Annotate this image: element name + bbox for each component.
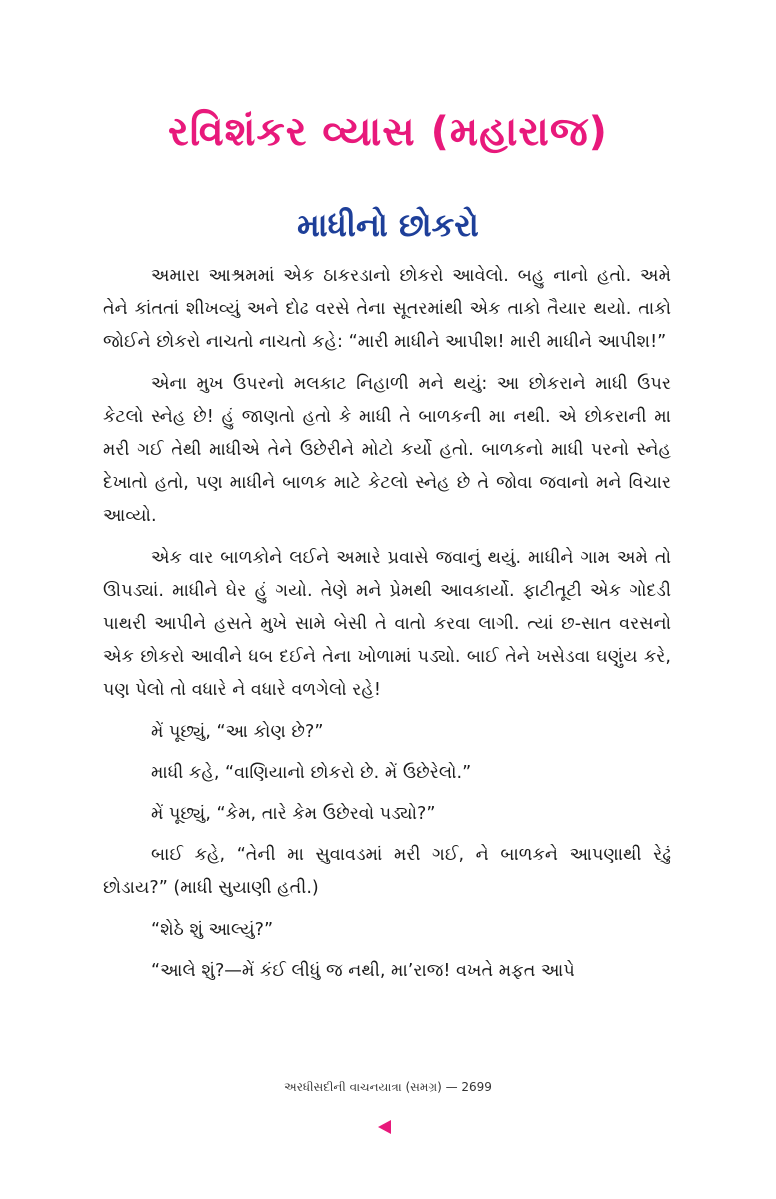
story-title: માધીનો છોકરો [297,206,479,244]
paragraph: માધી કહે, “વાણિયાનો છોકરો છે. મેં ઉછેરેલો.” [151,762,472,783]
paragraph: “આલે શું?—મેં કંઈ લીધું જ નથી, મા’રાજ! વખતે મફત આપે [151,960,575,981]
paragraph: અમારા આશ્રમમાં એક ઠાકરડાનો છોકરો આવેલો. બહુ નાનો હતો. અમે તેને કાંતતાં શીખવ્યું અને દોઢ વરસે તેના સૂતરમાંથી એક તાકો તૈયાર થયો. તાકો જોઈને છોકરો નાચતો નાચતો કહે: “મારી માધીને આપીશ! મારી માધીને આપીશ!” [103,266,671,353]
paragraph: મેં પૂછ્યું, “આ કોણ છે?” [151,721,324,742]
paragraph: “શેઠે શું આલ્યું?” [151,919,274,940]
paragraph: મેં પૂછ્યું, “કેમ, તારે કેમ ઉછેરવો પડ્યો?” [151,804,436,825]
story-body [103,260,671,996]
paragraph: બાઈ કહે, “તેની મા સુવાવડમાં મરી ગઈ, ને બાળકને આપણાથી રેઢું છોડાય?” (માધી સુયાણી હતી.) [103,845,671,899]
back-arrow-icon[interactable] [378,1120,391,1134]
page-footer: અરધીસદીની વાચનયાત્રા (સમગ્ર) — 2699 [284,1080,492,1094]
author-name: રવિશંકર વ્યાસ (મહારાજ) [168,109,608,155]
paragraph: એક વાર બાળકોને લઈને અમારે પ્રવાસે જવાનું થયું. માધીને ગામ અમે તો ઊપડ્યાં. માધીને ઘેર હું ગયો. તેણે મને પ્રેમથી આવકાર્યો. ફાટીતૂટી એક ગોદડી પાથરી આપીને હસતે મુખે સામે બેસી તે વાતો કરવા લાગી. ત્યાં છ-સાત વરસનો એક છોકરો આવીને ધબ દઈને તેના ખોળામાં પડ્યો. બાઈ તેને ખસેડવા ઘણુંય કરે, પણ પેલો તો વધારે ને વધારે વળગેલો રહે! [103,547,671,701]
paragraph: એના મુખ ઉપરનો મલકાટ નિહાળી મને થયું: આ છોકરાને માધી ઉપર કેટલો સ્નેહ છે! હું જાણતો હતો કે માધી તે બાળકની મા નથી. એ છોકરાની મા મરી ગઈ તેથી માધીએ તેને ઉછેરીને મોટો કર્યો હતો. બાળકનો માધી પરનો સ્નેહ દેખાતો હતો, પણ માધીને બાળક માટે કેટલો સ્નેહ છે તે જોવા જવાનો મને વિચાર આવ્યો. [103,373,671,527]
